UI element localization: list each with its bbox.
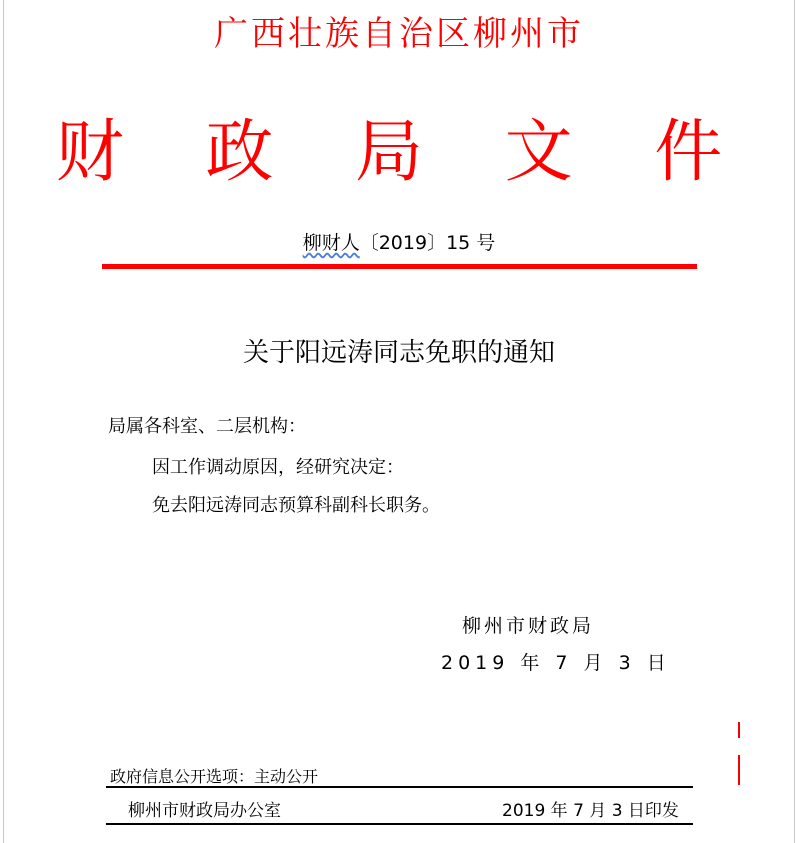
notice-paragraph: 免去阳远涛同志预算科副科长职务。	[152, 495, 440, 516]
document-number-prefix[interactable]: 柳财人	[302, 232, 360, 254]
signature-organization: 柳州市财政局	[462, 615, 595, 637]
footer-rule-bottom	[106, 823, 693, 825]
masthead-divider	[102, 264, 697, 269]
disclosure-option: 政府信息公开选项：主动公开	[110, 767, 319, 786]
margin-marker	[738, 722, 740, 738]
margin-marker	[738, 755, 740, 785]
issuing-government: 广西壮族自治区柳州市	[214, 14, 584, 54]
document-masthead: 财 政 局 文 件	[55, 113, 753, 192]
notice-recipient: 局属各科室、二层机构：	[108, 416, 306, 437]
footer-rule-top	[106, 786, 693, 788]
issuing-office: 柳州市财政局办公室	[128, 801, 281, 821]
document-number-rest: 〔2019〕15 号	[359, 232, 496, 254]
document-number	[0, 228, 798, 255]
signature-date: 2019 年 7 月 3 日	[441, 652, 671, 674]
issue-date: 2019 年 7 月 3 日印发	[502, 801, 679, 821]
notice-paragraph: 因工作调动原因，经研究决定：	[152, 457, 404, 478]
notice-subject: 关于阳远涛同志免职的通知	[242, 338, 555, 368]
